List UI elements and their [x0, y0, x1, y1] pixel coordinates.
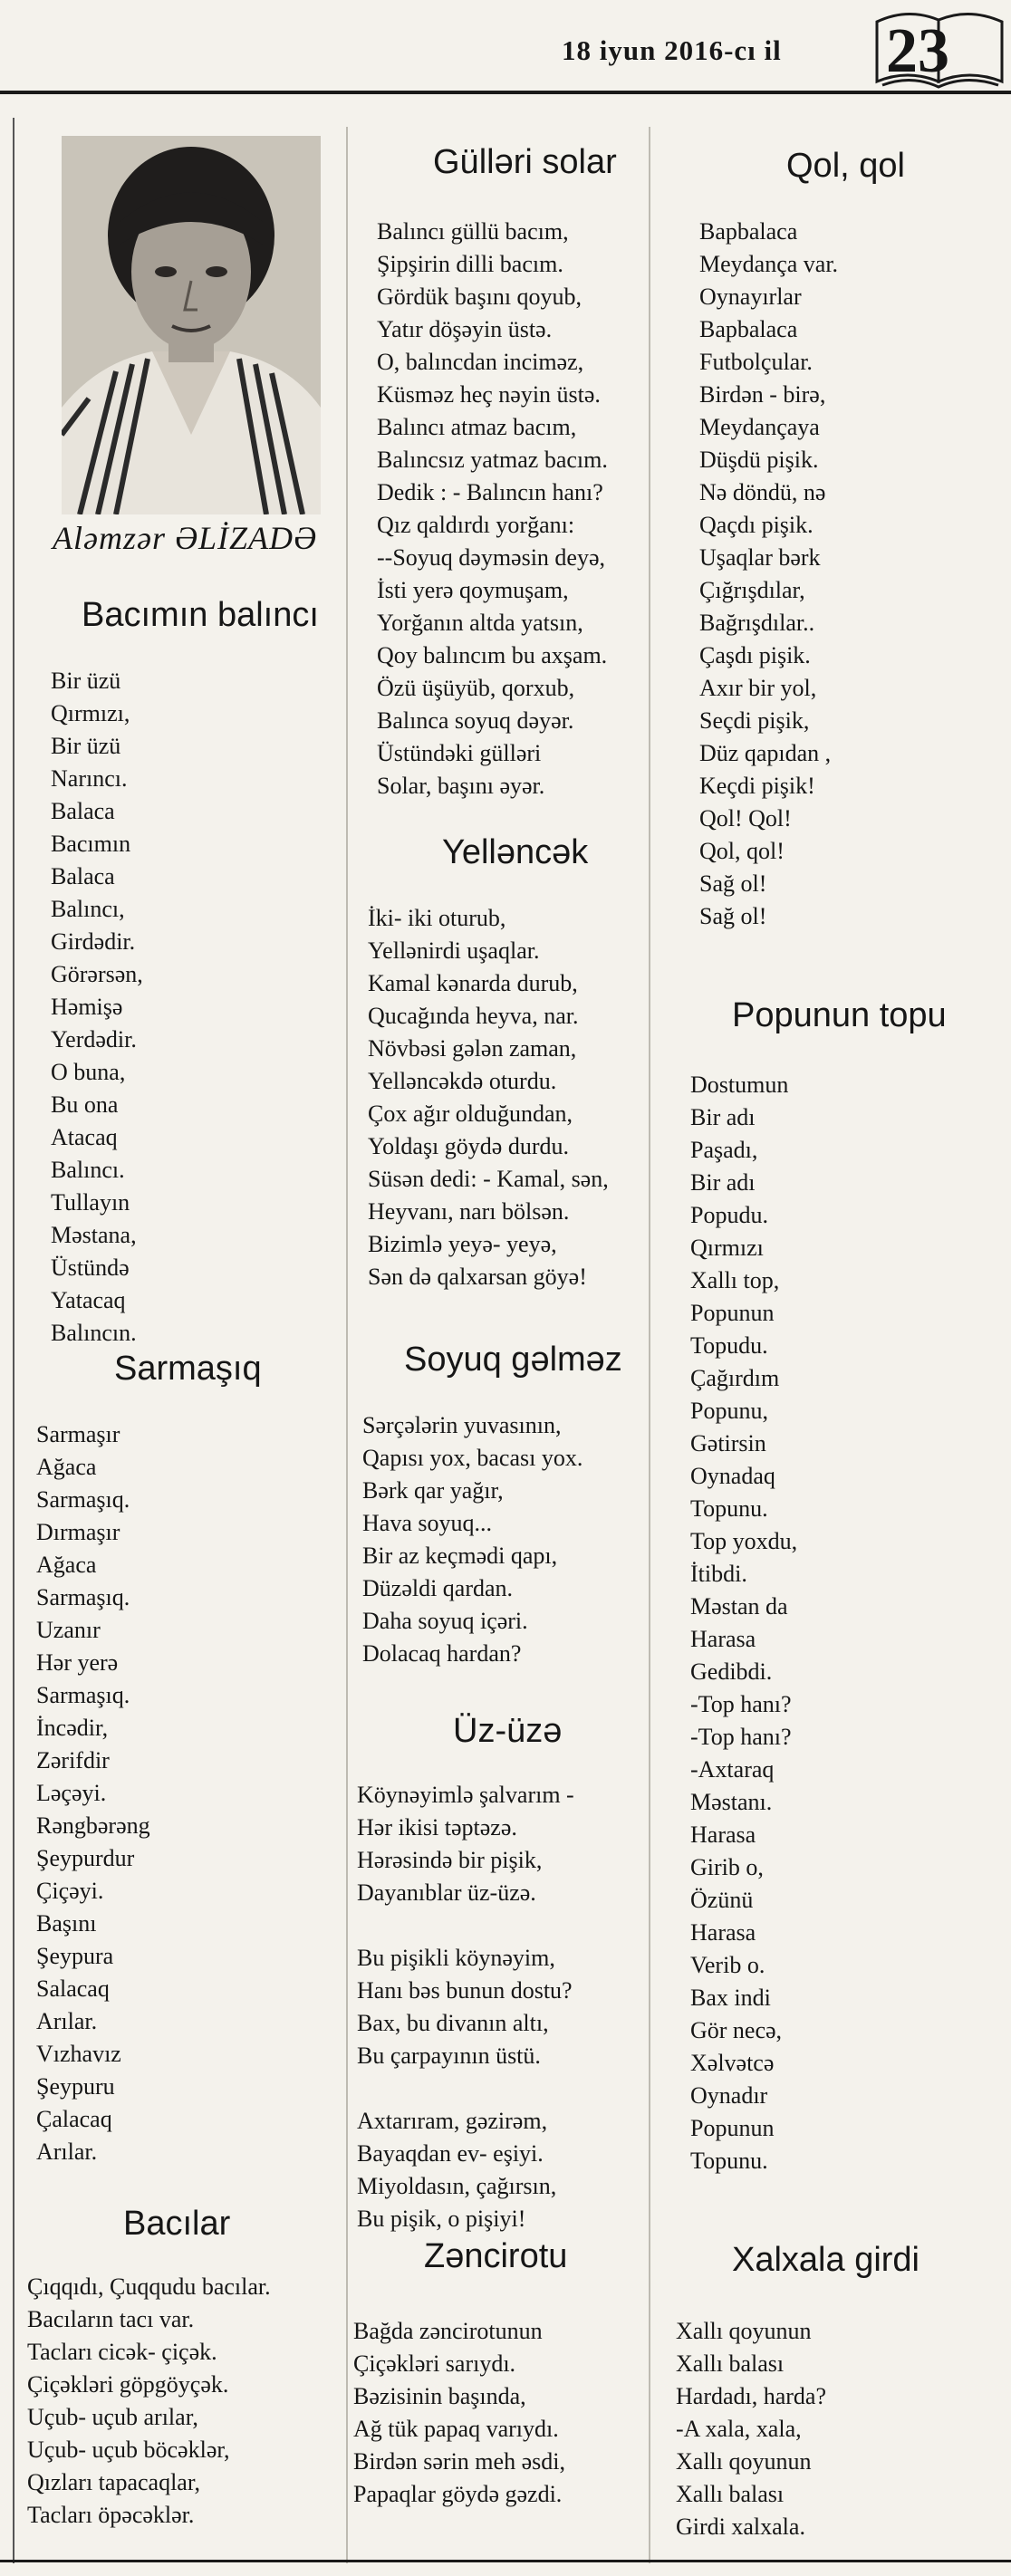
- stanza-2: [357, 1942, 574, 2072]
- poem-line: Şeypuru: [36, 2073, 115, 2100]
- poem-line: Hanı bəs bunun dostu?: [357, 1977, 573, 2004]
- footer-rule: [0, 2560, 1011, 2562]
- poem-line: Solar, başını əyər.: [377, 773, 545, 799]
- poem-line: Tacları öpəcəklər.: [27, 2502, 195, 2528]
- poem-qol-qol: [699, 216, 838, 933]
- poem-line: Növbəsi gələn zaman,: [368, 1035, 577, 1062]
- poem-line: Özünü: [690, 1887, 754, 1913]
- poem-line: Hər yerə: [36, 1649, 119, 1676]
- poem-line: Süsən dedi: - Kamal, sən,: [368, 1166, 609, 1192]
- poem-line: Uçub- uçub arılar,: [27, 2404, 198, 2430]
- poem-line: Xallı qoyunun: [676, 2318, 812, 2344]
- poem-line: Xəlvətcə: [690, 2050, 775, 2076]
- poem-line: Balınca soyuq dəyər.: [377, 707, 574, 734]
- poem-line: Meydança var.: [699, 251, 839, 277]
- poem-line: Düzəldi qardan.: [362, 1575, 514, 1601]
- poem-line: Popudu.: [690, 1202, 768, 1228]
- poem-line: --Soyuq dəyməsin deyə,: [377, 544, 606, 571]
- poem-yellencek: [368, 902, 609, 1293]
- poem-line: Bərk qar yağır,: [362, 1477, 504, 1504]
- column-divider: [346, 127, 348, 2563]
- poem-line: Bu çarpayının üstü.: [357, 2043, 541, 2069]
- poem-line: Çaşdı pişik.: [699, 642, 811, 668]
- poem-title-soyuq-gelmez: Soyuq gəlməz: [404, 1341, 622, 1379]
- poem-line: Papaqlar göydə gəzdi.: [353, 2481, 563, 2507]
- poem-line: Bir üzü: [51, 668, 121, 694]
- poem-line: -Axtaraq: [690, 1756, 775, 1783]
- poem-popunun-topu: [690, 1069, 797, 2177]
- poem-line: Paşadı,: [690, 1137, 758, 1163]
- poem-line: Bacımın: [51, 831, 131, 857]
- poem-line: Bayaqdan ev- eşiyi.: [357, 2140, 544, 2167]
- poem-sarmasiq: [36, 1418, 150, 2168]
- poem-line: Axır bir yol,: [699, 675, 817, 701]
- poem-line: Yoldaşı göydə durdu.: [368, 1133, 569, 1159]
- page-number: 23: [886, 16, 949, 86]
- poem-line: Arılar.: [36, 2139, 98, 2165]
- poem-line: Topunu.: [690, 2148, 768, 2174]
- poem-line: İncədir,: [36, 1715, 109, 1741]
- poem-line: Popunu,: [690, 1398, 768, 1424]
- poem-line: Daha soyuq içəri.: [362, 1608, 528, 1634]
- poem-line: Xallı top,: [690, 1267, 780, 1293]
- poem-line: Çığrışdılar,: [699, 577, 805, 603]
- poem-line: Tullayın: [51, 1189, 130, 1216]
- poem-gulleri-solar: [377, 216, 608, 803]
- poem-line: Ağ tük papaq varıydı.: [353, 2416, 559, 2442]
- column-divider: [649, 127, 650, 2563]
- poem-line: Sarmaşıq.: [36, 1486, 130, 1513]
- poem-xalxala-girdi: [676, 2315, 826, 2543]
- poem-line: Birdən sərin meh əsdi,: [353, 2448, 565, 2475]
- poem-title-gulleri-solar: Gülləri solar: [433, 143, 617, 181]
- poem-line: Görərsən,: [51, 961, 143, 987]
- poem-bacimin-balinci: [51, 665, 143, 1350]
- poem-line: Birdən - birə,: [699, 381, 826, 408]
- left-margin-column: [0, 118, 14, 2563]
- poem-line: Gör necə,: [690, 2017, 783, 2043]
- poem-line: Xallı qoyunun: [676, 2448, 812, 2475]
- poem-line: Qırmızı: [690, 1235, 764, 1261]
- poem-line: Düşdü pişik.: [699, 447, 819, 473]
- poem-line: Ağaca: [36, 1552, 97, 1578]
- poem-line: -A xala, xala,: [676, 2416, 802, 2442]
- poem-line: Qol, qol!: [699, 838, 785, 864]
- poem-line: Verib o.: [690, 1952, 765, 1978]
- poem-line: O buna,: [51, 1059, 126, 1085]
- poem-line: Kamal kənarda durub,: [368, 970, 578, 996]
- poem-line: Girdi xalxala.: [676, 2514, 805, 2540]
- poem-line: Popunun: [690, 2115, 775, 2141]
- poem-line: Axtarıram, gəzirəm,: [357, 2108, 548, 2134]
- poem-line: Nə döndü, nə: [699, 479, 826, 505]
- poem-zencirotu: [353, 2315, 565, 2511]
- poem-line: Düz qapıdan ,: [699, 740, 832, 766]
- poem-line: Topunu.: [690, 1495, 768, 1522]
- poem-line: Qız qaldırdı yorğanı:: [377, 512, 575, 538]
- poem-line: Dayanıblar üz-üzə.: [357, 1879, 536, 1906]
- poem-line: Sarmaşır: [36, 1421, 120, 1447]
- poem-line: Gedibdi.: [690, 1658, 773, 1685]
- poem-line: Topudu.: [690, 1332, 768, 1359]
- header-rule: [0, 91, 1011, 94]
- poem-line: İtibdi.: [690, 1561, 747, 1587]
- poem-line: Çox ağır olduğundan,: [368, 1101, 573, 1127]
- poem-line: Oynayırlar: [699, 284, 802, 310]
- poem-line: Yatır döşəyin üstə.: [377, 316, 553, 342]
- poem-line: Girdədir.: [51, 928, 136, 955]
- poem-line: Ağaca: [36, 1454, 97, 1480]
- poem-line: Rəngbərəng: [36, 1812, 150, 1839]
- poem-title-bacimin-balinci: Bacımın balıncı: [82, 596, 319, 634]
- poem-line: Sarmaşıq.: [36, 1584, 130, 1610]
- poem-line: Yorğanın altda yatsın,: [377, 610, 583, 636]
- poem-line: Çiçəkləri göpgöyçək.: [27, 2371, 229, 2398]
- poem-line: Sağ ol!: [699, 870, 767, 897]
- poem-line: Sarmaşıq.: [36, 1682, 130, 1708]
- poem-line: Miyoldasın, çağırsın,: [357, 2173, 557, 2199]
- poem-line: Qol! Qol!: [699, 805, 792, 831]
- poem-line: Tacları cicək- çiçək.: [27, 2339, 217, 2365]
- poem-line: Həmişə: [51, 994, 123, 1020]
- poem-line: Uşaqlar bərk: [699, 544, 821, 571]
- poem-line: Meydançaya: [699, 414, 820, 440]
- poem-line: -Top hanı?: [690, 1691, 792, 1717]
- poem-line: Harasa: [690, 1919, 756, 1946]
- poem-line: Bacıların tacı var.: [27, 2306, 195, 2332]
- stanza-1: [357, 1779, 574, 1909]
- poem-line: Küsməz heç nəyin üstə.: [377, 381, 601, 408]
- poem-line: Balıncı,: [51, 896, 125, 922]
- poem-line: Bu pişikli köynəyim,: [357, 1945, 555, 1971]
- poem-line: Narıncı.: [51, 765, 128, 792]
- poem-line: Şeypura: [36, 1943, 114, 1969]
- poem-line: Balıncın.: [51, 1320, 137, 1346]
- poem-line: Bağda zəncirotunun: [353, 2318, 543, 2344]
- poem-line: Məstana,: [51, 1222, 137, 1248]
- poem-title-uz-uze: Üz-üzə: [453, 1712, 563, 1750]
- poem-line: Bəzisinin başında,: [353, 2383, 526, 2409]
- poem-line: Balıncı atmaz bacım,: [377, 414, 577, 440]
- poem-line: Hardadı, harda?: [676, 2383, 827, 2409]
- poem-line: Qoy balıncım bu axşam.: [377, 642, 608, 668]
- poem-bacilar: [27, 2271, 271, 2532]
- poem-line: Hər ikisi təptəzə.: [357, 1814, 517, 1841]
- poem-line: Bir üzü: [51, 733, 121, 759]
- poem-line: Zərifdir: [36, 1747, 110, 1773]
- poem-line: Məstan da: [690, 1593, 788, 1620]
- poem-line: Yelləncəkdə oturdu.: [368, 1068, 557, 1094]
- poem-line: Balıncsız yatmaz bacım.: [377, 447, 608, 473]
- poem-line: İki- iki oturub,: [368, 905, 506, 931]
- poem-line: Hava soyuq...: [362, 1510, 492, 1536]
- poem-line: Gətirsin: [690, 1430, 766, 1456]
- poem-line: Qırmızı,: [51, 700, 130, 726]
- poem-line: Bax, bu divanın altı,: [357, 2010, 549, 2036]
- poem-line: Bu ona: [51, 1091, 119, 1118]
- poem-title-popunun-topu: Popunun topu: [732, 996, 947, 1034]
- poem-line: O, balıncdan inciməz,: [377, 349, 584, 375]
- poem-line: Heyvanı, narı bölsən.: [368, 1198, 570, 1225]
- stanza-gap: [357, 1909, 574, 1942]
- poem-line: Bir az keçmədi qapı,: [362, 1543, 558, 1569]
- poem-line: Yerdədir.: [51, 1026, 137, 1053]
- poem-line: Özü üşüyüb, qorxub,: [377, 675, 575, 701]
- poem-line: Balıncı.: [51, 1157, 125, 1183]
- poem-line: Vızhavız: [36, 2041, 121, 2067]
- poem-line: Oynadır: [690, 2082, 768, 2109]
- poem-line: İsti yerə qoymuşam,: [377, 577, 569, 603]
- poem-line: Atacaq: [51, 1124, 118, 1150]
- poem-line: Qızları tapacaqlar,: [27, 2469, 200, 2495]
- poem-line: Dostumun: [690, 1072, 789, 1098]
- poem-line: -Top hanı?: [690, 1724, 792, 1750]
- poem-line: Yellənirdi uşaqlar.: [368, 937, 540, 964]
- poem-line: Balıncı güllü bacım,: [377, 218, 569, 245]
- poem-line: Seçdi pişik,: [699, 707, 810, 734]
- author-portrait: [62, 136, 321, 514]
- poem-line: Arılar.: [36, 2008, 98, 2034]
- poem-line: Bağrışdılar..: [699, 610, 815, 636]
- poem-line: Qapısı yox, bacası yox.: [362, 1445, 583, 1471]
- poem-line: Üstündəki gülləri: [377, 740, 542, 766]
- poem-title-qol-qol: Qol, qol: [786, 147, 905, 185]
- poem-line: Gördük başını qoyub,: [377, 284, 583, 310]
- poem-line: Çiçəyi.: [36, 1878, 104, 1904]
- poem-line: Qaçdı pişik.: [699, 512, 814, 538]
- poem-title-bacilar: Bacılar: [123, 2205, 231, 2243]
- poem-line: Popunun: [690, 1300, 775, 1326]
- poem-line: Xallı balası: [676, 2350, 785, 2377]
- poem-line: Sən də qalxarsan göyə!: [368, 1264, 587, 1290]
- poem-line: Keçdi pişik!: [699, 773, 815, 799]
- poem-line: Harasa: [690, 1821, 756, 1848]
- poem-line: Qucağında heyva, nar.: [368, 1003, 579, 1029]
- poem-title-zencirotu: Zəncirotu: [424, 2237, 568, 2275]
- poem-line: Salacaq: [36, 1975, 110, 2002]
- poem-line: Uçub- uçub böcəklər,: [27, 2437, 230, 2463]
- stanza-3: [357, 2105, 574, 2235]
- poem-line: Üstündə: [51, 1254, 130, 1281]
- poem-title-sarmasiq: Sarmaşıq: [114, 1350, 262, 1388]
- poem-title-xalxala-girdi: Xalxala girdi: [732, 2241, 920, 2279]
- poem-line: Sağ ol!: [699, 903, 767, 929]
- poem-line: Hərəsində bir pişik,: [357, 1847, 543, 1873]
- poem-line: Xallı balası: [676, 2481, 785, 2507]
- poem-title-yellencek: Yelləncək: [442, 833, 589, 871]
- poem-line: Məstanı.: [690, 1789, 773, 1815]
- poem-line: Bapbalaca: [699, 316, 798, 342]
- poem-line: Dedik : - Balıncın hanı?: [377, 479, 603, 505]
- poem-line: Sərçələrin yuvasının,: [362, 1412, 562, 1438]
- issue-date: 18 iyun 2016-cı il: [562, 34, 782, 66]
- poem-line: Bizimlə yeyə- yeyə,: [368, 1231, 557, 1257]
- poem-line: Girib o,: [690, 1854, 764, 1880]
- poem-line: Şeypurdur: [36, 1845, 135, 1871]
- poem-line: Bir adı: [690, 1104, 756, 1130]
- poem-uz-uze: [357, 1779, 574, 2235]
- poem-line: Başını: [36, 1910, 97, 1937]
- poem-line: Top yoxdu,: [690, 1528, 798, 1554]
- poem-line: Köynəyimlə şalvarım -: [357, 1782, 574, 1808]
- poem-line: Bu pişik, o pişiyi!: [357, 2206, 526, 2232]
- poem-line: Çıqqıdı, Çuqqudu bacılar.: [27, 2273, 271, 2300]
- poem-line: Balaca: [51, 863, 115, 889]
- poem-line: Bapbalaca: [699, 218, 798, 245]
- poem-line: Futbolçular.: [699, 349, 813, 375]
- poem-line: Uzanır: [36, 1617, 101, 1643]
- poem-line: Şipşirin dilli bacım.: [377, 251, 563, 277]
- author-name: Aləmzər ƏLİZADƏ: [53, 520, 318, 556]
- poem-line: Yatacaq: [51, 1287, 126, 1313]
- poem-line: Çiçəkləri sarıydı.: [353, 2350, 516, 2377]
- poem-line: Oynadaq: [690, 1463, 775, 1489]
- poem-soyuq-gelmez: [362, 1409, 583, 1670]
- poem-line: Balaca: [51, 798, 115, 824]
- poem-line: Harasa: [690, 1626, 756, 1652]
- poem-line: Bax indi: [690, 1985, 771, 2011]
- poem-line: Çalacaq: [36, 2106, 112, 2132]
- poem-line: Bir adı: [690, 1169, 756, 1196]
- poem-line: Dolacaq hardan?: [362, 1640, 522, 1667]
- poem-line: Ləçəyi.: [36, 1780, 107, 1806]
- stanza-gap: [357, 2072, 574, 2105]
- poem-line: Dırmaşır: [36, 1519, 120, 1545]
- poem-line: Çağırdım: [690, 1365, 780, 1391]
